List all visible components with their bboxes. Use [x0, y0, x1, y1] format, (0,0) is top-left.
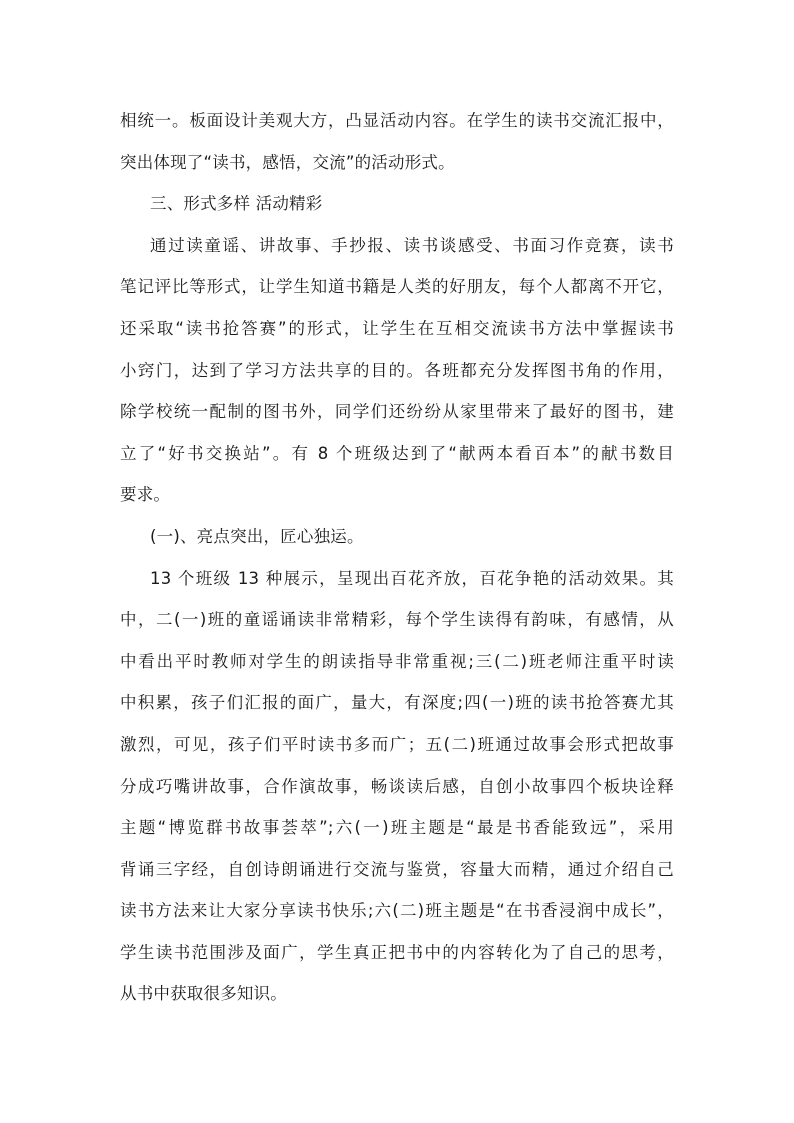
text-line: 中，二(一)班的童谣诵读非常精彩，每个学生读得有韵味，有感情，从 — [120, 610, 674, 630]
subsection-heading: (一)、亮点突出，匠心独运。 — [150, 526, 364, 546]
text-line: 分成巧嘴讲故事，合作演故事，畅谈读后感，自创小故事四个板块诠释 — [120, 776, 674, 796]
text-line: 读书方法来让大家分享读书快乐;六(二)班主题是“在书香浸润中成长”， — [120, 901, 674, 921]
text-line: 从书中获取很多知识。 — [120, 984, 287, 1004]
text-line: 主题“博览群书故事荟萃”;六(一)班主题是“最是书香能致远”，采用 — [120, 818, 674, 838]
text-line: 小窍门，达到了学习方法共享的目的。各班都充分发挥图书角的作用， — [120, 360, 674, 380]
text-line: 中积累，孩子们汇报的面广，量大，有深度;四(一)班的读书抢答赛尤其 — [120, 693, 674, 713]
document-body — [120, 100, 674, 1015]
text-line: 通过读童谣、讲故事、手抄报、读书谈感受、书面习作竞赛，读书 — [150, 235, 674, 255]
text-line: 13 个班级 13 种展示，呈现出百花齐放，百花争艳的活动效果。其 — [150, 568, 674, 588]
text-line: 还采取“读书抢答赛”的形式，让学生在互相交流读书方法中掌握读书 — [120, 318, 674, 338]
text-line: 相统一。板面设计美观大方，凸显活动内容。在学生的读书交流汇报中， — [120, 111, 674, 130]
text-line: 要求。 — [120, 485, 171, 505]
text-line: 笔记评比等形式，让学生知道书籍是人类的好朋友，每个人都离不开它， — [120, 277, 674, 297]
text-line: 除学校统一配制的图书外，同学们还纷纷从家里带来了最好的图书，建 — [120, 402, 674, 422]
text-line: 立了“好书交换站”。有 8 个班级达到了“献两本看百本”的献书数目 — [120, 443, 674, 463]
text-line: 突出体现了“读书，感悟，交流”的活动形式。 — [120, 152, 455, 172]
text-line: 学生读书范围涉及面广，学生真正把书中的内容转化为了自己的思考， — [120, 942, 674, 962]
text-line: 激烈，可见，孩子们平时读书多而广；五(二)班通过故事会形式把故事 — [120, 734, 674, 754]
section-heading: 三、形式多样 活动精彩 — [150, 194, 323, 214]
text-line: 背诵三字经，自创诗朗诵进行交流与鉴赏，容量大而精，通过介绍自己 — [120, 859, 674, 879]
text-line: 中看出平时教师对学生的朗读指导非常重视;三(二)班老师注重平时读 — [120, 651, 674, 671]
